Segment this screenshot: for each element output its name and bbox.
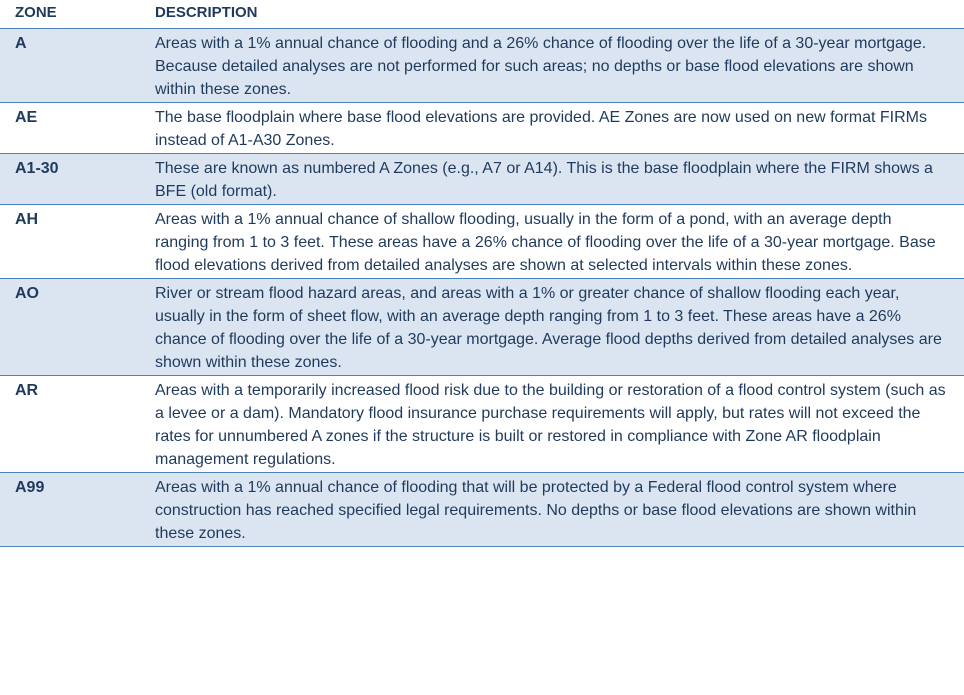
table-row (0, 29, 964, 103)
zone-description: The base floodplain where base flood elevations are provided. AE Zones are now used on new format FIRMs instead of A1-A30 Zones. (155, 103, 964, 154)
table-row (0, 279, 964, 376)
table-header-row (0, 0, 964, 29)
zone-description: Areas with a 1% annual chance of flooding that will be protected by a Federal flood control system where construction has reached specified legal requirements. No depths or base flood elevations are shown within these zones. (155, 473, 964, 547)
table-row (0, 376, 964, 473)
zone-code: AR (0, 376, 155, 473)
zone-code: A1-30 (0, 154, 155, 205)
zone-code: AH (0, 205, 155, 279)
table-row (0, 473, 964, 547)
zone-code: A (0, 29, 155, 103)
table-row (0, 205, 964, 279)
zone-description: These are known as numbered A Zones (e.g., A7 or A14). This is the base floodplain where the FIRM shows a BFE (old format). (155, 154, 964, 205)
table-row (0, 103, 964, 154)
description-column-header: DESCRIPTION (155, 0, 964, 29)
zone-description: Areas with a 1% annual chance of flooding and a 26% chance of flooding over the life of a 30-year mortgage. Because detailed analyses are not performed for such areas; no depths or base flood elevations are shown within these zones. (155, 29, 964, 103)
zone-description: Areas with a temporarily increased flood risk due to the building or restoration of a flood control system (such as a levee or a dam). Mandatory flood insurance purchase requirements will apply, but rates will not exceed the rates for unnumbered A zones if the structure is built or restored in compliance with Zone AR floodplain management regulations. (155, 376, 964, 473)
zone-description: River or stream flood hazard areas, and areas with a 1% or greater chance of shallow flooding each year, usually in the form of sheet flow, with an average depth ranging from 1 to 3 feet. These areas have a 26% chance of flooding over the life of a 30-year mortgage. Average flood depths derived from detailed analyses are shown within these zones. (155, 279, 964, 376)
zone-description: Areas with a 1% annual chance of shallow flooding, usually in the form of a pond, with an average depth ranging from 1 to 3 feet. These areas have a 26% chance of flooding over the life of a 30-year mortgage. Base flood elevations derived from detailed analyses are shown at selected intervals within these zones. (155, 205, 964, 279)
zone-code: A99 (0, 473, 155, 547)
zone-column-header: ZONE (0, 0, 155, 29)
table-row (0, 154, 964, 205)
zone-code: AO (0, 279, 155, 376)
zone-code: AE (0, 103, 155, 154)
